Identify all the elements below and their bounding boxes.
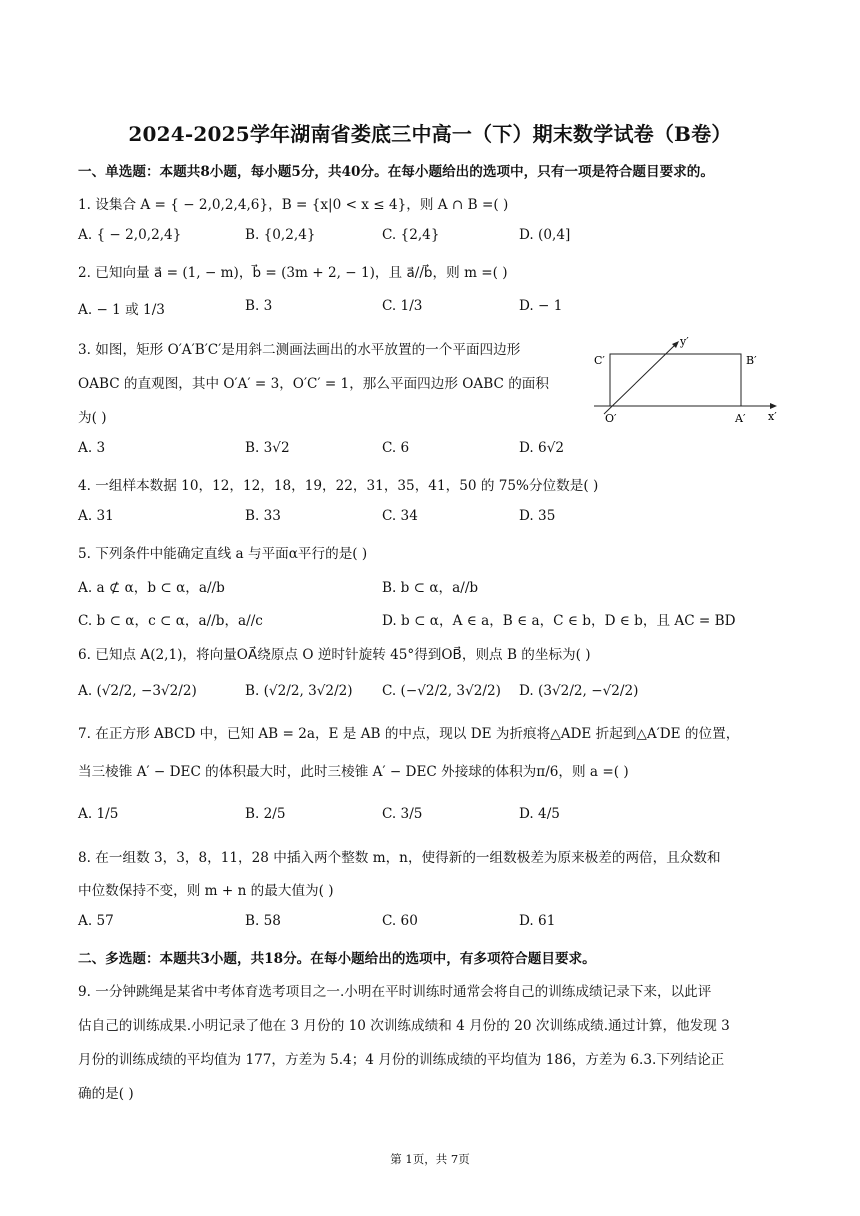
question-9-stem-line-3: 月份的训练成绩的平均值为 177，方差为 5.4；4 月份的训练成绩的平均值为 186，方差为 6.3.下列结论正 bbox=[78, 1052, 725, 1068]
q5-option-b: B. b ⊂ α，a//b bbox=[382, 580, 479, 596]
page-footer: 第 1页，共 7页 bbox=[390, 1152, 470, 1166]
question-2-stem: 2. 已知向量 a⃗ = (1, − m)，b⃗ = (3m + 2, − 1)，且 a⃗//b⃗，则 m =( ) bbox=[78, 265, 508, 281]
q1-option-d: D. (0,4] bbox=[519, 227, 571, 243]
question-3-stem-line-2: OABC 的直观图，其中 O′A′ = 3，O′C′ = 1，那么平面四边形 OABC 的面积 bbox=[78, 376, 549, 392]
q5-option-c: C. b ⊂ α，c ⊂ α，a//b，a//c bbox=[78, 613, 263, 629]
q8-option-c: C. 60 bbox=[382, 913, 418, 929]
q6-option-c: C. (−√2/2, 3√2/2) bbox=[382, 683, 501, 699]
question-7-stem-line-2: 当三棱锥 A′ − DEC 的体积最大时，此时三棱锥 A′ − DEC 外接球的体积为π/6，则 a =( ) bbox=[78, 764, 629, 780]
q1-option-c: C. {2,4} bbox=[382, 227, 440, 243]
question-8-stem-line-1: 8. 在一组数 3，3，8，11，28 中插入两个整数 m，n，使得新的一组数极差为原来极差的两倍，且众数和 bbox=[78, 850, 721, 866]
question-3-stem-line-1: 3. 如图，矩形 O′A′B′C′是用斜二测画法画出的水平放置的一个平面四边形 bbox=[78, 342, 521, 358]
q4-option-b: B. 33 bbox=[245, 508, 281, 524]
question-9-stem-line-4: 确的是( ) bbox=[78, 1086, 134, 1102]
page-title: 2024-2025学年湖南省娄底三中高一（下）期末数学试卷（B卷） bbox=[128, 122, 732, 146]
q8-option-a: A. 57 bbox=[78, 913, 114, 929]
rectangle-oabc bbox=[610, 354, 741, 406]
label-b-prime: B′ bbox=[746, 354, 757, 367]
q2-option-b: B. 3 bbox=[245, 298, 273, 314]
section-2-heading: 二、多选题：本题共3小题，共18分。在每小题给出的选项中，有多项符合题目要求。 bbox=[78, 951, 596, 967]
q4-option-a: A. 31 bbox=[78, 508, 114, 524]
q1-option-a: A. { − 2,0,2,4} bbox=[78, 227, 182, 243]
q5-option-a: A. a ⊄ α，b ⊂ α，a//b bbox=[78, 580, 225, 596]
q3-option-a: A. 3 bbox=[78, 440, 106, 456]
label-y-prime: y′ bbox=[680, 335, 689, 348]
q4-option-c: C. 34 bbox=[382, 508, 418, 524]
q1-option-b: B. {0,2,4} bbox=[245, 227, 316, 243]
q5-option-d: D. b ⊂ α，A ∈ a，B ∈ a，C ∈ b，D ∈ b，且 AC = BD bbox=[382, 613, 736, 629]
question-9-stem-line-1: 9. 一分钟跳绳是某省中考体育选考项目之一.小明在平时训练时通常会将自己的训练成绩记录下来，以此评 bbox=[78, 984, 712, 1000]
q2-option-d: D. − 1 bbox=[519, 298, 563, 314]
x-axis-arrow bbox=[770, 403, 777, 409]
label-c-prime: C′ bbox=[594, 354, 605, 367]
q2-option-c: C. 1/3 bbox=[382, 298, 423, 314]
question-3-stem-line-3: 为( ) bbox=[78, 410, 107, 426]
q4-option-d: D. 35 bbox=[519, 508, 556, 524]
label-o-prime: O′ bbox=[605, 412, 617, 425]
question-8-stem-line-2: 中位数保持不变，则 m + n 的最大值为( ) bbox=[78, 883, 334, 899]
q6-option-a: A. (√2/2, −3√2/2) bbox=[78, 683, 197, 699]
q8-option-d: D. 61 bbox=[519, 913, 556, 929]
section-1-heading: 一、单选题：本题共8小题，每小题5分，共40分。在每小题给出的选项中，只有一项是符合题目要求的。 bbox=[78, 164, 714, 180]
label-x-prime: x′ bbox=[768, 410, 777, 423]
question-4-stem: 4. 一组样本数据 10，12，12，18，19，22，31，35，41，50 的 75%分位数是( ) bbox=[78, 478, 599, 494]
q7-option-a: A. 1/5 bbox=[78, 806, 119, 822]
q6-option-d: D. (3√2/2, −√2/2) bbox=[519, 683, 639, 699]
q7-option-d: D. 4/5 bbox=[519, 806, 560, 822]
q3-option-b: B. 3√2 bbox=[245, 440, 290, 456]
question-9-stem-line-2: 估自己的训练成果.小明记录了他在 3 月份的 10 次训练成绩和 4 月份的 20 次训练成绩.通过计算，他发现 3 bbox=[78, 1018, 730, 1034]
label-a-prime: A′ bbox=[735, 412, 746, 425]
q2-option-a: A. − 1 或 1/3 bbox=[78, 302, 165, 318]
oblique-drawing-figure bbox=[590, 334, 790, 426]
question-1-stem: 1. 设集合 A = { − 2,0,2,4,6}，B = {x|0 < x ≤ 4}，则 A ∩ B =( ) bbox=[78, 197, 509, 213]
q3-option-c: C. 6 bbox=[382, 440, 410, 456]
q3-option-d: D. 6√2 bbox=[519, 440, 565, 456]
question-5-stem: 5. 下列条件中能确定直线 a 与平面α平行的是( ) bbox=[78, 546, 368, 562]
question-7-stem-line-1: 7. 在正方形 ABCD 中，已知 AB = 2a，E 是 AB 的中点，现以 DE 为折痕将△ADE 折起到△A′DE 的位置， bbox=[78, 726, 740, 742]
q7-option-b: B. 2/5 bbox=[245, 806, 286, 822]
q8-option-b: B. 58 bbox=[245, 913, 281, 929]
q6-option-b: B. (√2/2, 3√2/2) bbox=[245, 683, 353, 699]
q7-option-c: C. 3/5 bbox=[382, 806, 423, 822]
question-6-stem: 6. 已知点 A(2,1)，将向量OA⃗绕原点 O 逆时针旋转 45°得到OB⃗，则点 B 的坐标为( ) bbox=[78, 647, 591, 663]
